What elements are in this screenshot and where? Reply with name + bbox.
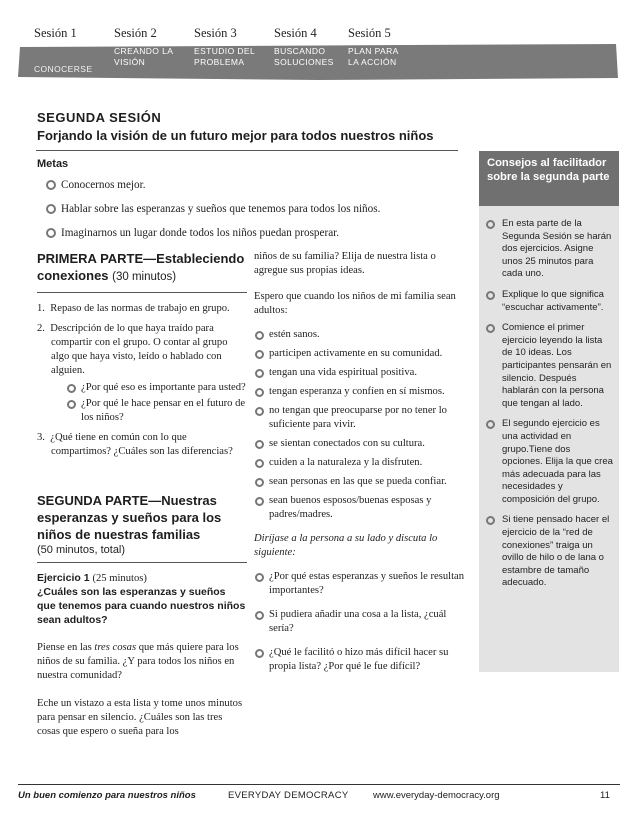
facilitator-tips-sidebar [479,151,619,672]
circle-bullet-icon [255,440,264,449]
paragraph: Espero que cuando los niños de mi familia sean adultos: [254,291,456,316]
session-name: CREANDO LA VISIÓN [114,46,174,67]
part-divider [37,292,247,293]
circle-bullet-icon [67,384,76,393]
list-item: cuiden a la naturaleza y la disfruten. [254,456,468,470]
list-item: ¿Por qué estas esperanzas y sueños le resultan importantes? [254,570,468,598]
paragraph: Piense en las tres cosas que más quiere para los niños de su familia. ¿Y para todos los niños en nuestra comunidad? [37,642,239,681]
part-two-heading: SEGUNDA PARTE—Nuestras esperanzas y sueños para los niños de nuestras familias [37,493,222,542]
list-item: participen activamente en su comunidad. [254,347,468,361]
list-item: En esta parte de la Segunda Sesión se harán dos ejercicios. Asigne unos 25 minutos para cada uno. [485,218,613,281]
session-3 [194,26,284,67]
session-number: Sesión 1 [34,26,77,40]
session-number: Sesión 2 [114,26,157,40]
list-item: 3. ¿Qué tiene en común con lo que compartimos? ¿Cuáles son las diferencias? [37,432,233,457]
list-item: no tengan que preocuparse por no tener lo suficiente para vivir. [254,404,468,432]
list-item: 2. Descripción de lo que haya traído para compartir con el grupo. O contar al grupo algo que haya visto, leído o hablado con alguien. ¿Por qué eso es importante para usted? ¿Por qué le hace pensar en el futuro de los niños? [37,323,246,423]
goals-list [37,178,457,240]
goals-section [37,158,457,250]
exercise-heading: Ejercicio 1 (25 minutos) [37,572,147,584]
section-title-block [37,110,457,143]
goals-heading: Metas [37,158,69,170]
discussion-questions [254,570,468,674]
circle-bullet-icon [486,324,495,333]
circle-bullet-icon [46,180,56,190]
circle-bullet-icon [255,459,264,468]
exercise-question: ¿Cuáles son las esperanzas y sueños que tenemos para cuando nuestros niños sean adultos? [37,586,246,626]
list-item: ¿Qué le facilitó o hizo más difícil hacer su propia lista? ¿Por qué le fue difícil? [254,646,468,674]
part-one-section [37,250,247,465]
circle-bullet-icon [255,497,264,506]
session-kicker: SEGUNDA SESIÓN [37,110,162,125]
session-name: PLAN PARA LA ACCIÓN [348,46,399,67]
list-item: El segundo ejercicio es una actividad en grupo.Tiene dos opciones. Elija la que crea más adecuada para las necesidades y composición del grupo. [485,418,613,506]
part-divider [37,562,247,563]
circle-bullet-icon [255,478,264,487]
page-footer [18,784,620,810]
session-1 [34,26,124,74]
footer-url: www.everyday-democracy.org [373,790,500,801]
tips-list [479,206,619,590]
column-two [254,250,468,684]
circle-bullet-icon [46,228,56,238]
list-item: Imaginarnos un lugar donde todos los niños puedan prosperar. [37,226,457,240]
list-item: Comience el primer ejercicio leyendo la lista de 10 ideas. Los participantes pensarán en silencio. Después hablarán con la persona que tengan al lado. [485,322,613,410]
part-duration: (30 minutos) [112,271,177,283]
list-item: sean buenos esposos/buenas esposas y padres/madres. [254,494,468,522]
hopes-list [254,328,468,522]
paragraph: Eche un vistazo a esta lista y tome unos minutos para pensar en silencio. ¿Cuáles son las tres cosas que espero o sueña para los [37,698,243,737]
session-number: Sesión 4 [274,26,317,40]
part-two-section [37,492,247,739]
circle-bullet-icon [486,220,495,229]
list-item: Hablar sobre las esperanzas y sueños que tenemos para todos los niños. [37,202,457,216]
list-item: sean personas en las que se pueda confiar. [254,475,468,489]
circle-bullet-icon [255,611,264,620]
list-item: tengan esperanza y confíen en sí mismos. [254,385,468,399]
session-number: Sesión 3 [194,26,237,40]
list-item: se sientan conectados con su cultura. [254,437,468,451]
part-one-steps [37,302,247,459]
sub-question-list [65,381,247,425]
session-5 [348,26,438,67]
circle-bullet-icon [255,407,264,416]
circle-bullet-icon [255,350,264,359]
list-item: ¿Por qué eso es importante para usted? [65,381,247,395]
circle-bullet-icon [255,369,264,378]
part-duration: (50 minutos, total) [37,544,126,556]
list-item: Si pudiera añadir una cosa a la lista, ¿cuál sería? [254,608,468,636]
page-number: 11 [600,790,610,801]
session-name: ESTUDIO DEL PROBLEMA [194,46,256,67]
page-title: Forjando la visión de un futuro mejor para todos nuestros niños [37,128,434,143]
circle-bullet-icon [255,649,264,658]
session-number: Sesión 5 [348,26,391,40]
list-item: Si tiene pensado hacer el ejercicio de la “red de conexiones” traiga un ovillo de hilo o de lana o estambre de tamaño adecuado. [485,514,613,590]
footer-book-title: Un buen comienzo para nuestros niños [18,790,196,801]
session-progress-band [18,22,620,82]
session-name: BUSCANDO SOLUCIONES [274,46,334,67]
circle-bullet-icon [486,420,495,429]
list-item: Explique lo que significa “escuchar activamente”. [485,289,613,314]
circle-bullet-icon [67,400,76,409]
circle-bullet-icon [486,516,495,525]
list-item: Conocernos mejor. [37,178,457,192]
list-item: 1. Repaso de las normas de trabajo en grupo. [37,303,230,314]
instruction-text: Diríjase a la persona a su lado y discuta lo siguiente: [254,533,438,558]
part-one-heading: PRIMERA PARTE—Estableciendo conexiones (30 minutos) [37,251,245,283]
session-2 [114,26,204,67]
list-item: estén sanos. [254,328,468,342]
title-divider [36,150,458,151]
circle-bullet-icon [255,573,264,582]
list-item: ¿Por qué le hace pensar en el futuro de los niños? [65,397,247,425]
sidebar-title: Consejos al facilitador sobre la segunda parte [479,151,619,206]
list-item: tengan una vida espiritual positiva. [254,366,468,380]
footer-organization: EVERYDAY DEMOCRACY [228,790,349,801]
circle-bullet-icon [255,331,264,340]
circle-bullet-icon [255,388,264,397]
paragraph: niños de su familia? Elija de nuestra lista o agregue sus propias ideas. [254,251,436,276]
circle-bullet-icon [486,291,495,300]
session-name: CONOCERSE [34,64,93,74]
circle-bullet-icon [46,204,56,214]
